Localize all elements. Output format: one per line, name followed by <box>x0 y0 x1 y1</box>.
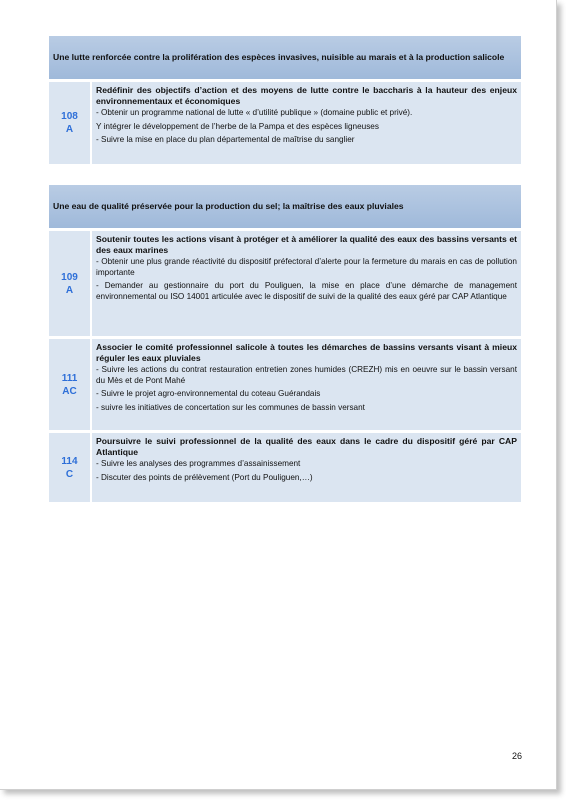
action-code-number: 109 <box>61 271 78 283</box>
action-item: - Obtenir un programme national de lutte « d’utilité publique » (domaine public et privé). <box>96 108 413 118</box>
action-item: - Demander au gestionnaire du port du Pouliguen, la mise en place d’une démarche de management environnemental ou ISO 14001 articulée avec le dispositif de suivi de la qualité des eaux géré par CAP Atlantique <box>96 281 517 301</box>
action-item: - Suivre le projet agro-environnemental du coteau Guérandais <box>96 389 321 399</box>
section-header: Une lutte renforcée contre la prolifération des espèces invasives, nuisible au marais et à la production salicole <box>49 36 521 82</box>
action-item: - Suivre les analyses des programmes d’assainissement <box>96 459 301 469</box>
action-code-number: 108 <box>61 111 78 122</box>
action-content <box>92 82 521 164</box>
section-header: Une eau de qualité préservée pour la production du sel; la maîtrise des eaux pluviales <box>49 185 521 231</box>
action-content <box>92 231 521 336</box>
action-row-114 <box>49 430 521 502</box>
action-code <box>49 231 92 336</box>
action-code-letter: A <box>65 124 74 135</box>
action-code <box>49 339 92 430</box>
action-title: Redéfinir des objectifs d’action et des moyens de lutte contre le baccharis à la hauteur des enjeux environnementaux et économiques <box>96 85 517 106</box>
section-rows <box>49 231 521 502</box>
action-row-108 <box>49 82 521 164</box>
section-invasive-species <box>49 36 521 164</box>
action-item: - suivre les initiatives de concertation sur les communes de bassin versant <box>96 402 365 412</box>
section-rows <box>49 82 521 164</box>
action-title: Poursuivre le suivi professionnel de la qualité des eaux dans le cadre du dispositif géré par CAP Atlantique <box>96 436 517 457</box>
action-item: - Obtenir une plus grande réactivité du dispositif préfectoral d’alerte pour la fermeture du marais en cas de pollution importante <box>96 257 517 277</box>
action-item: Y intégrer le développement de l’herbe de la Pampa et des espèces ligneuses <box>96 121 379 131</box>
action-row-109 <box>49 231 521 336</box>
action-content <box>92 339 521 430</box>
action-item: - Suivre les actions du contrat restauration entretien zones humides (CREZH) mis en oeuvre sur le bassin versant du Mès et de Pont Mahé <box>96 365 517 385</box>
action-code-number: 114 <box>61 455 78 467</box>
action-title: Associer le comité professionnel salicole à toutes les démarches de bassins versants visant à mieux réguler les eaux pluviales <box>96 342 517 363</box>
action-code-letter: A <box>65 284 74 296</box>
action-code <box>49 82 92 164</box>
action-item: - Suivre la mise en place du plan départemental de maîtrise du sanglier <box>96 135 355 145</box>
action-row-111 <box>49 336 521 430</box>
action-code-letter: AC <box>62 385 77 397</box>
action-item: - Discuter des points de prélèvement (Port du Pouliguen,…) <box>96 472 313 482</box>
action-code-letter: C <box>65 468 74 480</box>
action-code-number: 111 <box>61 372 78 384</box>
section-water-quality <box>49 185 521 502</box>
action-content <box>92 433 521 502</box>
action-code <box>49 433 92 502</box>
action-title: Soutenir toutes les actions visant à protéger et à améliorer la qualité des eaux des bassins versants et des eaux marines <box>96 234 517 255</box>
page-number: 26 <box>511 751 522 761</box>
